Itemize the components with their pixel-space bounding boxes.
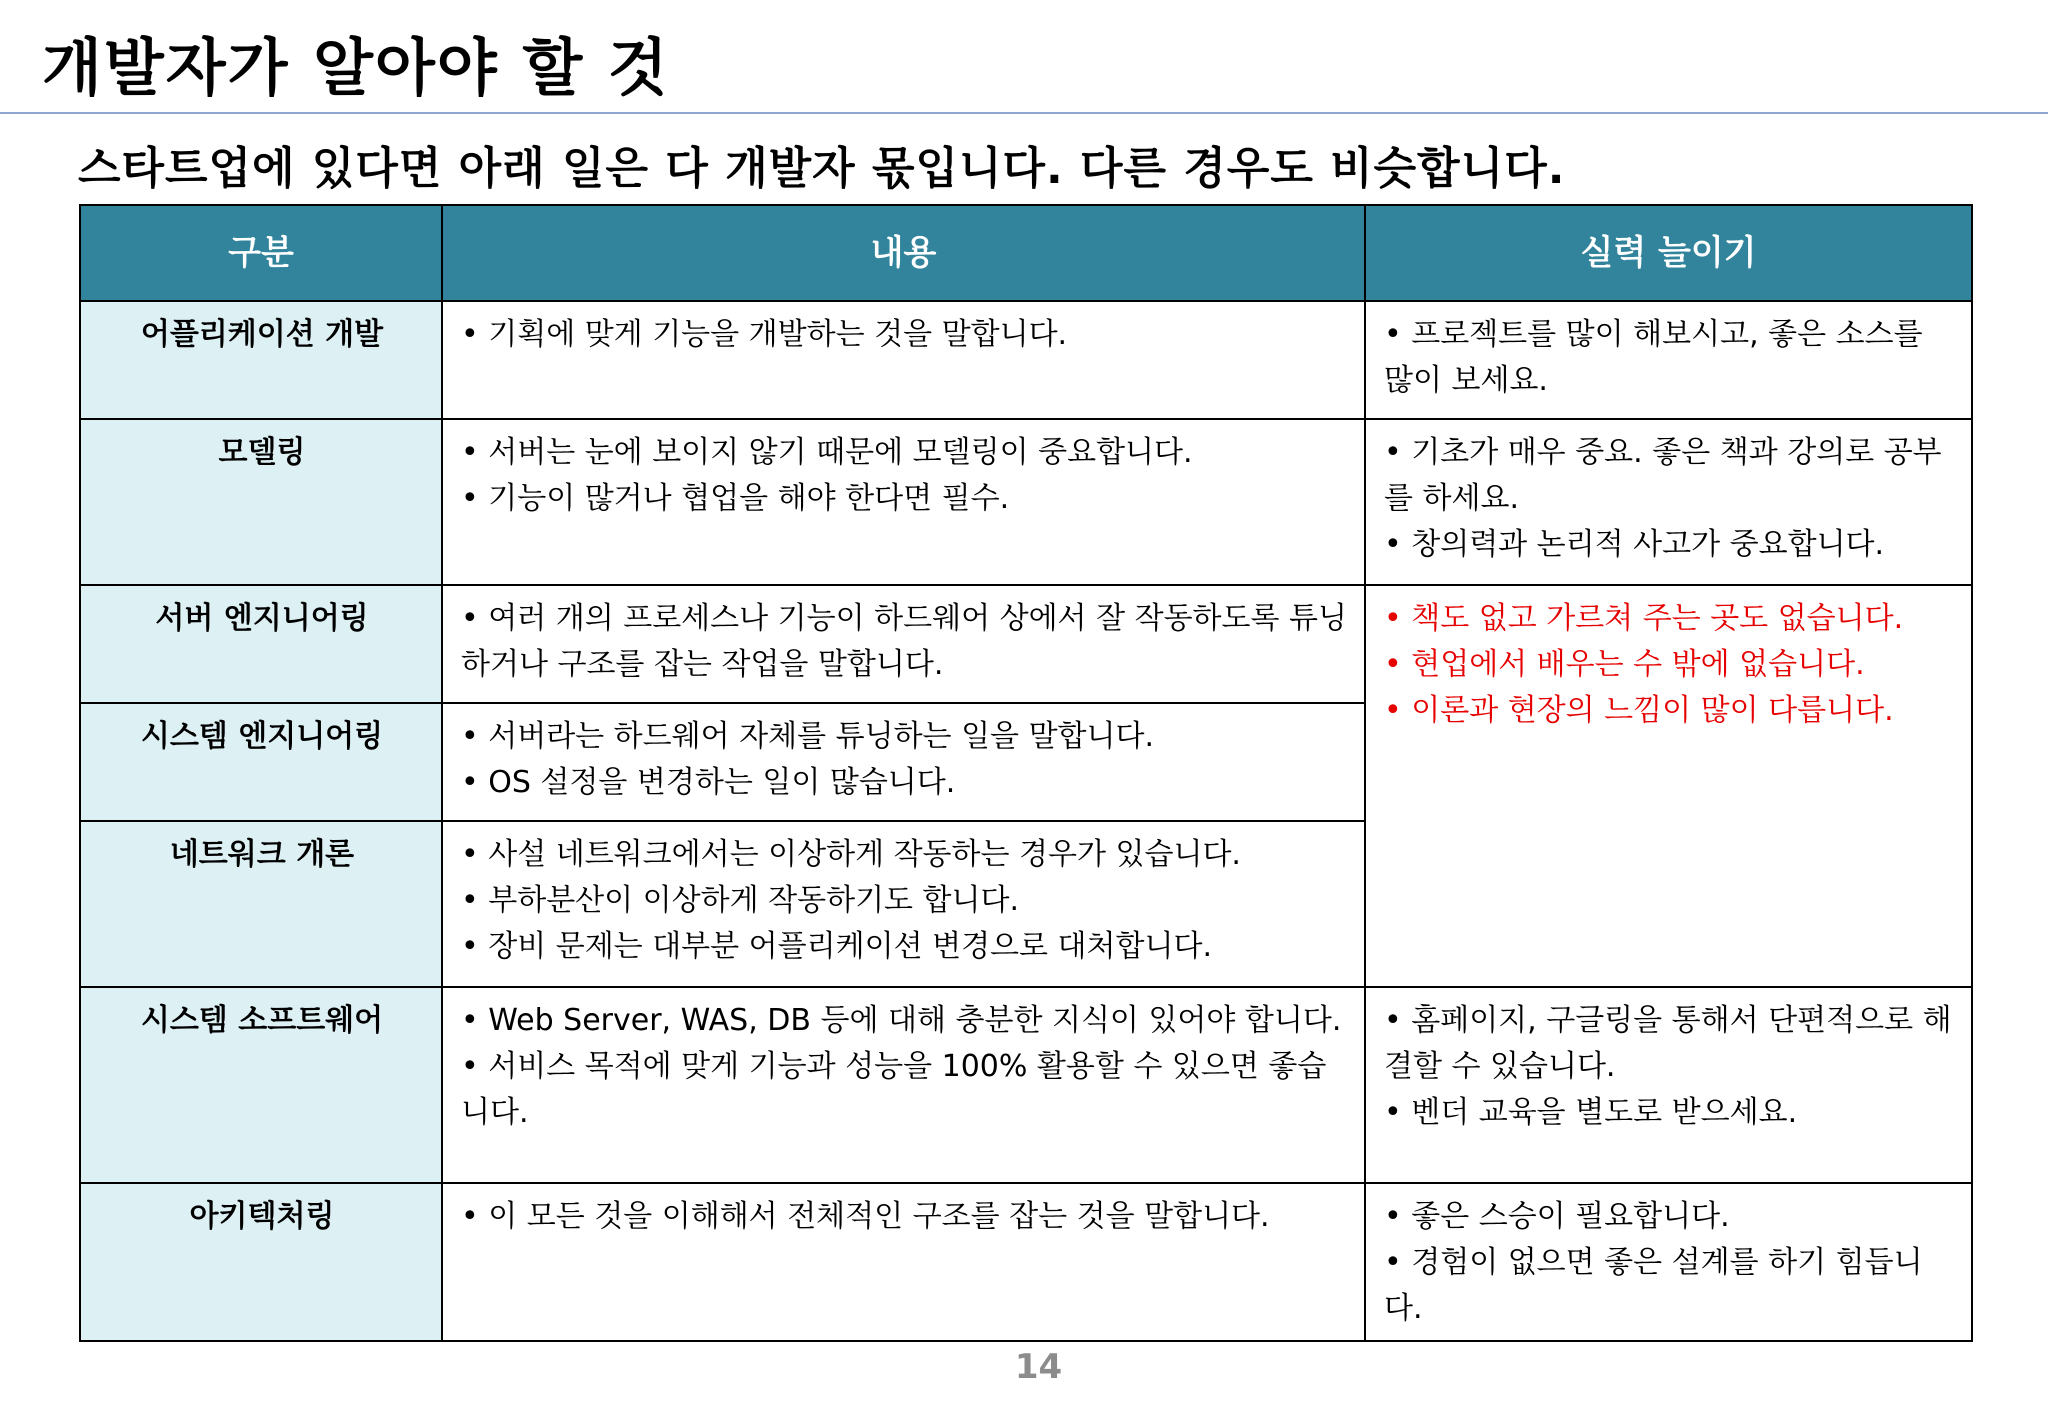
skill-bullet: • 창의력과 논리적 사고가 중요합니다. <box>1384 527 1885 562</box>
header-category: 구분 <box>80 205 442 301</box>
category-cell: 네트워크 개론 <box>80 821 442 987</box>
content-cell <box>442 821 1365 987</box>
skill-bullet: • 책도 없고 가르쳐 주는 곳도 없습니다. <box>1384 601 1904 636</box>
skill-bullet: • 현업에서 배우는 수 밖에 없습니다. <box>1384 647 1865 682</box>
content-bullet: • 서버라는 하드웨어 자체를 튜닝하는 일을 말합니다. <box>461 719 1155 754</box>
skill-cell <box>1365 1183 1972 1341</box>
table-row <box>80 987 1972 1183</box>
skill-cell <box>1365 987 1972 1183</box>
skill-bullet: • 기초가 매우 중요. 좋은 책과 강의로 공부를 하세요. <box>1384 435 1942 516</box>
category-cell: 시스템 엔지니어링 <box>80 703 442 821</box>
content-cell <box>442 703 1365 821</box>
skill-bullet: • 이론과 현장의 느낌이 많이 다릅니다. <box>1384 693 1894 728</box>
skill-bullet: • 홈페이지, 구글링을 통해서 단편적으로 해결할 수 있습니다. <box>1384 1003 1952 1084</box>
skill-bullet: • 경험이 없으면 좋은 설계를 하기 힘듭니다. <box>1384 1245 1923 1326</box>
category-cell: 모델링 <box>80 419 442 585</box>
title-divider <box>0 112 2048 114</box>
skill-bullet: • 벤더 교육을 별도로 받으세요. <box>1384 1095 1798 1130</box>
page-number: 14 <box>1014 1347 1063 1387</box>
dev-skills-table <box>79 204 1973 1342</box>
content-bullet: • Web Server, WAS, DB 등에 대해 충분한 지식이 있어야 합니다. <box>461 1003 1342 1038</box>
header-content: 내용 <box>442 205 1365 301</box>
table-row <box>80 585 1972 703</box>
page-title: 개발자가 알아야 할 것 <box>42 31 670 104</box>
skill-bullet: • 좋은 스승이 필요합니다. <box>1384 1199 1730 1234</box>
content-cell <box>442 1183 1365 1341</box>
table-row <box>80 1183 1972 1341</box>
content-bullet: • 기획에 맞게 기능을 개발하는 것을 말합니다. <box>461 317 1068 352</box>
content-cell <box>442 585 1365 703</box>
content-cell <box>442 419 1365 585</box>
table-row <box>80 301 1972 419</box>
content-bullet: • 부하분산이 이상하게 작동하기도 합니다. <box>461 883 1020 918</box>
content-bullet: • 사설 네트워크에서는 이상하게 작동하는 경우가 있습니다. <box>461 837 1241 872</box>
page-subtitle: 스타트업에 있다면 아래 일은 다 개발자 몫입니다. 다른 경우도 비슷합니다. <box>78 143 1566 194</box>
content-cell <box>442 301 1365 419</box>
content-bullet: • 서버는 눈에 보이지 않기 때문에 모델링이 중요합니다. <box>461 435 1193 470</box>
category-cell: 서버 엔지니어링 <box>80 585 442 703</box>
content-bullet: • 서비스 목적에 맞게 기능과 성능을 100% 활용할 수 있으면 좋습니다. <box>461 1049 1327 1130</box>
skill-cell <box>1365 301 1972 419</box>
content-bullet: • OS 설정을 변경하는 일이 많습니다. <box>461 765 956 800</box>
category-cell: 아키텍처링 <box>80 1183 442 1341</box>
skill-cell <box>1365 419 1972 585</box>
content-bullet: • 여러 개의 프로세스나 기능이 하드웨어 상에서 잘 작동하도록 튜닝 하거나 구조를 잡는 작업을 말합니다. <box>461 601 1347 682</box>
category-cell: 어플리케이션 개발 <box>80 301 442 419</box>
category-cell: 시스템 소프트웨어 <box>80 987 442 1183</box>
header-skill: 실력 늘이기 <box>1365 205 1972 301</box>
skill-cell-merged <box>1365 585 1972 987</box>
content-bullet: • 이 모든 것을 이해해서 전체적인 구조를 잡는 것을 말합니다. <box>461 1199 1270 1234</box>
skill-bullet: • 프로젝트를 많이 해보시고, 좋은 소스를 많이 보세요. <box>1384 317 1923 398</box>
content-cell <box>442 987 1365 1183</box>
content-bullet: • 장비 문제는 대부분 어플리케이션 변경으로 대처합니다. <box>461 929 1212 964</box>
content-bullet: • 기능이 많거나 협업을 해야 한다면 필수. <box>461 481 1010 516</box>
table-row <box>80 419 1972 585</box>
table-header-row <box>80 205 1972 301</box>
